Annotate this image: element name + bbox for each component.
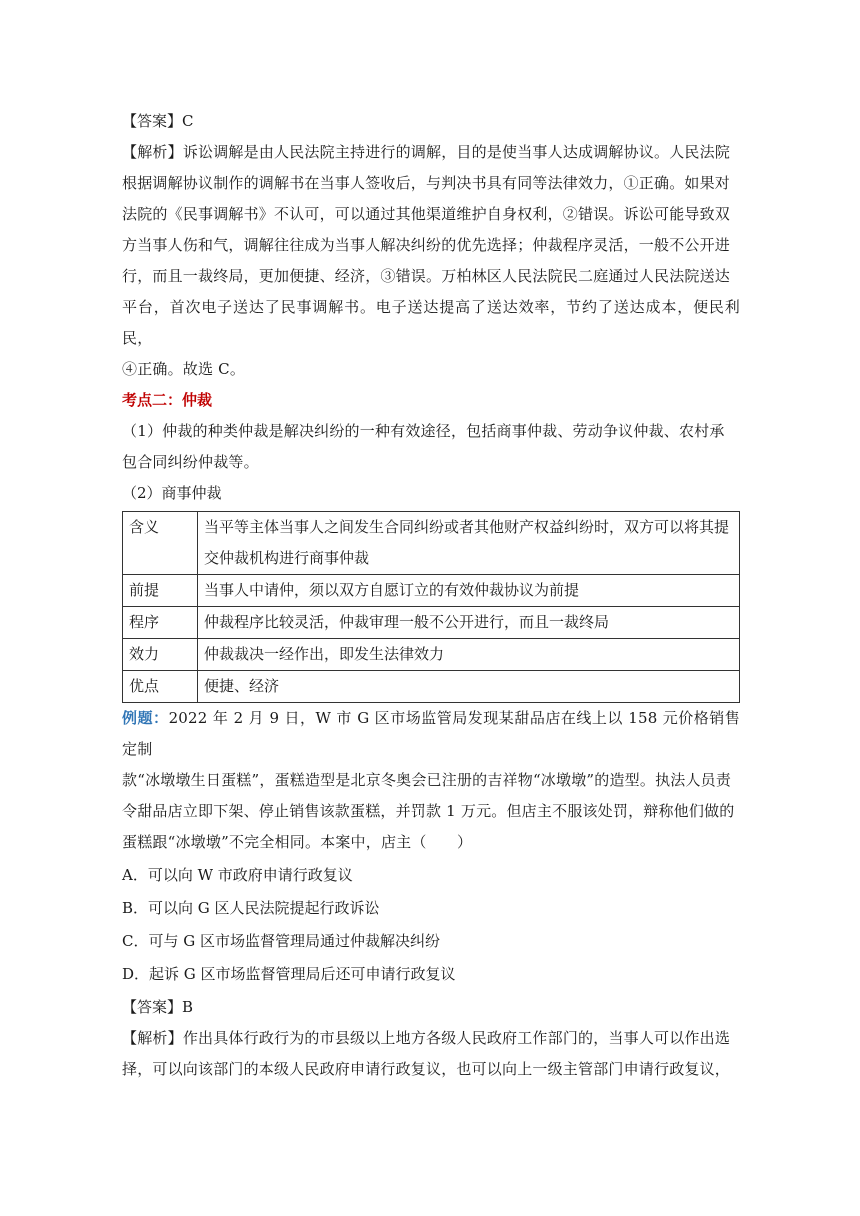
table-value (198, 607, 740, 639)
answer-2: 【答案】B (122, 998, 194, 1016)
analysis-1-label: 【解析】 (122, 143, 183, 161)
analysis-1-line: 行，而且一裁终局，更加便捷、经济，③错误。万柏林区人民法院民二庭通过人民法院送达 (122, 267, 731, 285)
table-key: 程序 (123, 607, 198, 639)
table-value (198, 512, 740, 575)
example-line: 蛋糕跟“冰墩墩”不完全相同。本案中，店主（ ） (122, 833, 473, 851)
analysis-2 (122, 1023, 740, 1085)
example-line: 2022 年 2 月 9 日，W 市 G 区市场监管局发现某甜品店在线上以 158 元价格销售定制 (122, 709, 741, 758)
analysis-1-line: 平台，首次电子送达了民事调解书。电子送达提高了送达效率，节约了送达成本，便民利民， (122, 298, 740, 347)
table-row (123, 671, 740, 703)
analysis-2-label: 【解析】 (122, 1029, 183, 1047)
table-row (123, 512, 740, 575)
option-b: B．可以向 G 区人民法院提起行政诉讼 (122, 899, 380, 917)
table-value-line: 仲裁程序比较灵活，仲裁审理一般不公开进行，而且一裁终局 (204, 613, 610, 631)
item-1-line: （1）仲裁的种类仲裁是解决纠纷的一种有效途径，包括商事仲裁、劳动争议仲裁、农村承 (122, 422, 725, 440)
table-key: 优点 (123, 671, 198, 703)
table-value-line: 便捷、经济 (204, 677, 280, 695)
answer-1: 【答案】C (122, 112, 194, 130)
item-1 (122, 416, 740, 478)
table-value-line: 仲裁裁决一经作出，即发生法律效力 (204, 645, 445, 663)
table-value-line: 交仲裁机构进行商事仲裁 (204, 549, 370, 567)
arbitration-table (122, 511, 740, 703)
item-2: （2）商事仲裁 (122, 484, 222, 502)
table-value-line: 当平等主体当事人之间发生合同纠纷或者其他财产权益纠纷时，双方可以将其提 (204, 518, 730, 536)
table-key: 效力 (123, 639, 198, 671)
example-line: 款“冰墩墩生日蛋糕”，蛋糕造型是北京冬奥会已注册的吉祥物“冰墩墩”的造型。执法人员责 (122, 771, 732, 789)
example-label: 例题： (122, 709, 169, 727)
table-value (198, 639, 740, 671)
analysis-1-line: ④正确。故选 C。 (122, 360, 246, 378)
option-c: C．可与 G 区市场监督管理局通过仲裁解决纠纷 (122, 932, 440, 950)
option-a: A．可以向 W 市政府申请行政复议 (122, 866, 353, 884)
analysis-1-line: 方当事人伤和气，调解往往成为当事人解决纠纷的优先选择；仲裁程序灵活，一般不公开进 (122, 236, 731, 254)
table-value (198, 575, 740, 607)
analysis-1-line: 诉讼调解是由人民法院主持进行的调解，目的是使当事人达成调解协议。人民法院 (182, 143, 731, 161)
table-key: 含义 (123, 512, 198, 575)
analysis-2-line: 作出具体行政行为的市县级以上地方各级人民政府工作部门的，当事人可以作出选 (182, 1029, 731, 1047)
document-page (122, 106, 740, 1085)
example-line: 令甜品店立即下架、停止销售该款蛋糕，并罚款 1 万元。但店主不服该处罚，辩称他们做的 (122, 802, 735, 820)
table-row (123, 607, 740, 639)
section-2-title: 考点二：仲裁 (122, 391, 213, 409)
analysis-2-line: 择，可以向该部门的本级人民政府申请行政复议，也可以向上一级主管部门申请行政复议， (122, 1060, 731, 1078)
analysis-1 (122, 137, 740, 385)
table-value-line: 当事人中请仲，须以双方自愿订立的有效仲裁协议为前提 (204, 581, 580, 599)
analysis-1-line: 根据调解协议制作的调解书在当事人签收后，与判决书具有同等法律效力，①正确。如果对 (122, 174, 731, 192)
table-value (198, 671, 740, 703)
example-question (122, 703, 740, 858)
option-d: D．起诉 G 区市场监督管理局后还可申请行政复议 (122, 965, 456, 983)
table-key: 前提 (123, 575, 198, 607)
item-1-line: 包合同纠纷仲裁等。 (122, 453, 259, 471)
table-row (123, 639, 740, 671)
table-row (123, 575, 740, 607)
analysis-1-line: 法院的《民事调解书》不认可，可以通过其他渠道维护自身权利，②错误。诉讼可能导致双 (122, 205, 731, 223)
